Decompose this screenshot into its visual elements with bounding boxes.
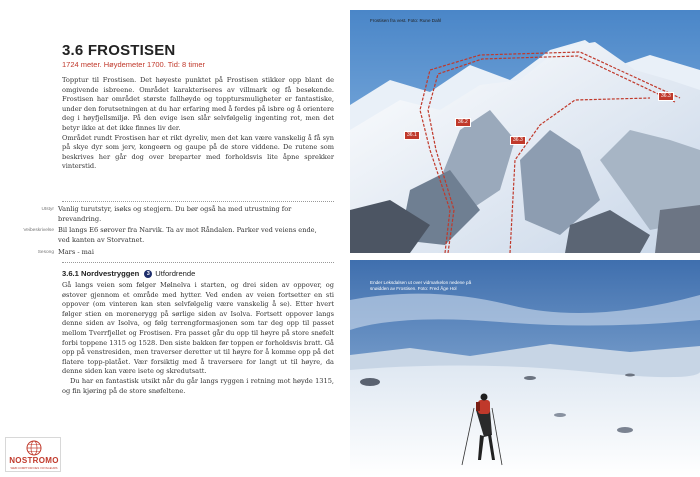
info-label: Veibeskrivelse bbox=[23, 227, 54, 233]
info-label: Sesong bbox=[37, 249, 54, 255]
divider bbox=[62, 262, 334, 263]
route-description bbox=[62, 281, 334, 396]
grade-badge: 3 bbox=[144, 270, 152, 278]
right-page bbox=[350, 0, 700, 477]
globe-icon bbox=[26, 440, 42, 456]
info-value: Vanlig turutstyr, isøks og stegjern. Du bør også ha med utrustning for brevandring. bbox=[58, 205, 292, 223]
info-value: Mars - mai bbox=[58, 248, 94, 256]
info-label: Utstyr bbox=[41, 206, 54, 212]
info-row-directions bbox=[6, 226, 336, 245]
route-paragraph: Gå langs veien som følger Mølnelva i starten, og drei siden av oppover, og østover gjennom et område med hytter. Ved enden av veien fortsetter en sti oppover (om vinteren kan sten selvfølgelig være vanskelig å se). Etter hvert følger stien en morenerygg på sørlige siden av Isolva. Fortsett oppover langs denne siden av Isolva, og følg terrengformasjonen som tar deg opp til passet mellom Tverrfjellet og Frostisen. Fra passet går du opp til høyre på store snøfelt forbi toppene 1315 og 1528. Den siste bakken før toppen er forholdsvis bratt. Gå opp på venstresiden, men traverser deretter ut til høyre for å komme opp på det flatere topp-platået. Vær forsiktig med å traversere for langt ut til høyre, da denne siden kan være isete og skredutsatt. bbox=[62, 281, 334, 376]
route-label: 36.3 bbox=[510, 136, 526, 145]
skier-photo bbox=[350, 260, 700, 477]
logo-tagline: WEB COMPTOIR DES VOYAGEURS bbox=[10, 466, 58, 470]
route-label: 36.2 bbox=[455, 118, 471, 127]
difficulty-label: Utfordrende bbox=[155, 269, 196, 278]
mountain-route-photo bbox=[350, 10, 700, 253]
logo-name: NOSTROMO bbox=[9, 456, 59, 465]
info-row-season bbox=[6, 248, 336, 258]
intro-paragraph: Topptur til Frostisen. Det høyeste punktet på Frostisen stikker opp blant de omgivende isbreene. Området karakteriseres av villmark og få besøkende. Frostisen har området største fallhøyde og topptursmuligheter er fantastiske, under den forutsetningen at du har erfaring med å ferdes på isbre og å orientere deg i høyfjellsmiljø. På den evige isen slår selvfølgelig ingenting rot, men det betyr ikke at det ikke finnes liv der. bbox=[62, 76, 334, 132]
route-title: 3.6.1 Nordvestryggen bbox=[62, 269, 140, 278]
intro-text bbox=[62, 76, 334, 172]
route-label: 36.3 bbox=[658, 92, 674, 101]
photo-caption: Ender Leksdalsen ut over vidmarkelon nedene på snøidden av Frostisen. Foto: Fred Åge Hol bbox=[370, 280, 472, 291]
section-subtitle: 1724 meter. Høydemeter 1700. Tid: 8 timer bbox=[62, 60, 205, 69]
route-paragraph: Du har en fantastisk utsikt når du går langs ryggen i retning mot høyde 1315, og fin kjøring på de store snøfeltene. bbox=[62, 376, 334, 395]
photo-caption: Frostisen fra vest. Foto: Rune Dahl bbox=[370, 18, 442, 23]
route-label: 36.1 bbox=[404, 131, 420, 140]
divider bbox=[62, 201, 334, 202]
nostromo-logo bbox=[5, 437, 61, 472]
section-title: 3.6 FROSTISEN bbox=[62, 42, 176, 59]
info-value: Bil langs E6 sørover fra Narvik. Ta av mot Råndalen. Parker ved veiens ende, ved kanten av Storvatnet. bbox=[58, 226, 317, 244]
route-heading bbox=[62, 269, 195, 278]
info-row-equipment bbox=[6, 205, 336, 224]
intro-paragraph: Området rundt Frostisen har et rikt dyreliv, men det kan være vanskelig å få syn på skye dyr som jerv, kongeørn og gaupe på de store viddene. De rutene som beskrives her går dog over breparter med forholdsvis lite åpne sprekker vinterstid. bbox=[62, 133, 334, 171]
